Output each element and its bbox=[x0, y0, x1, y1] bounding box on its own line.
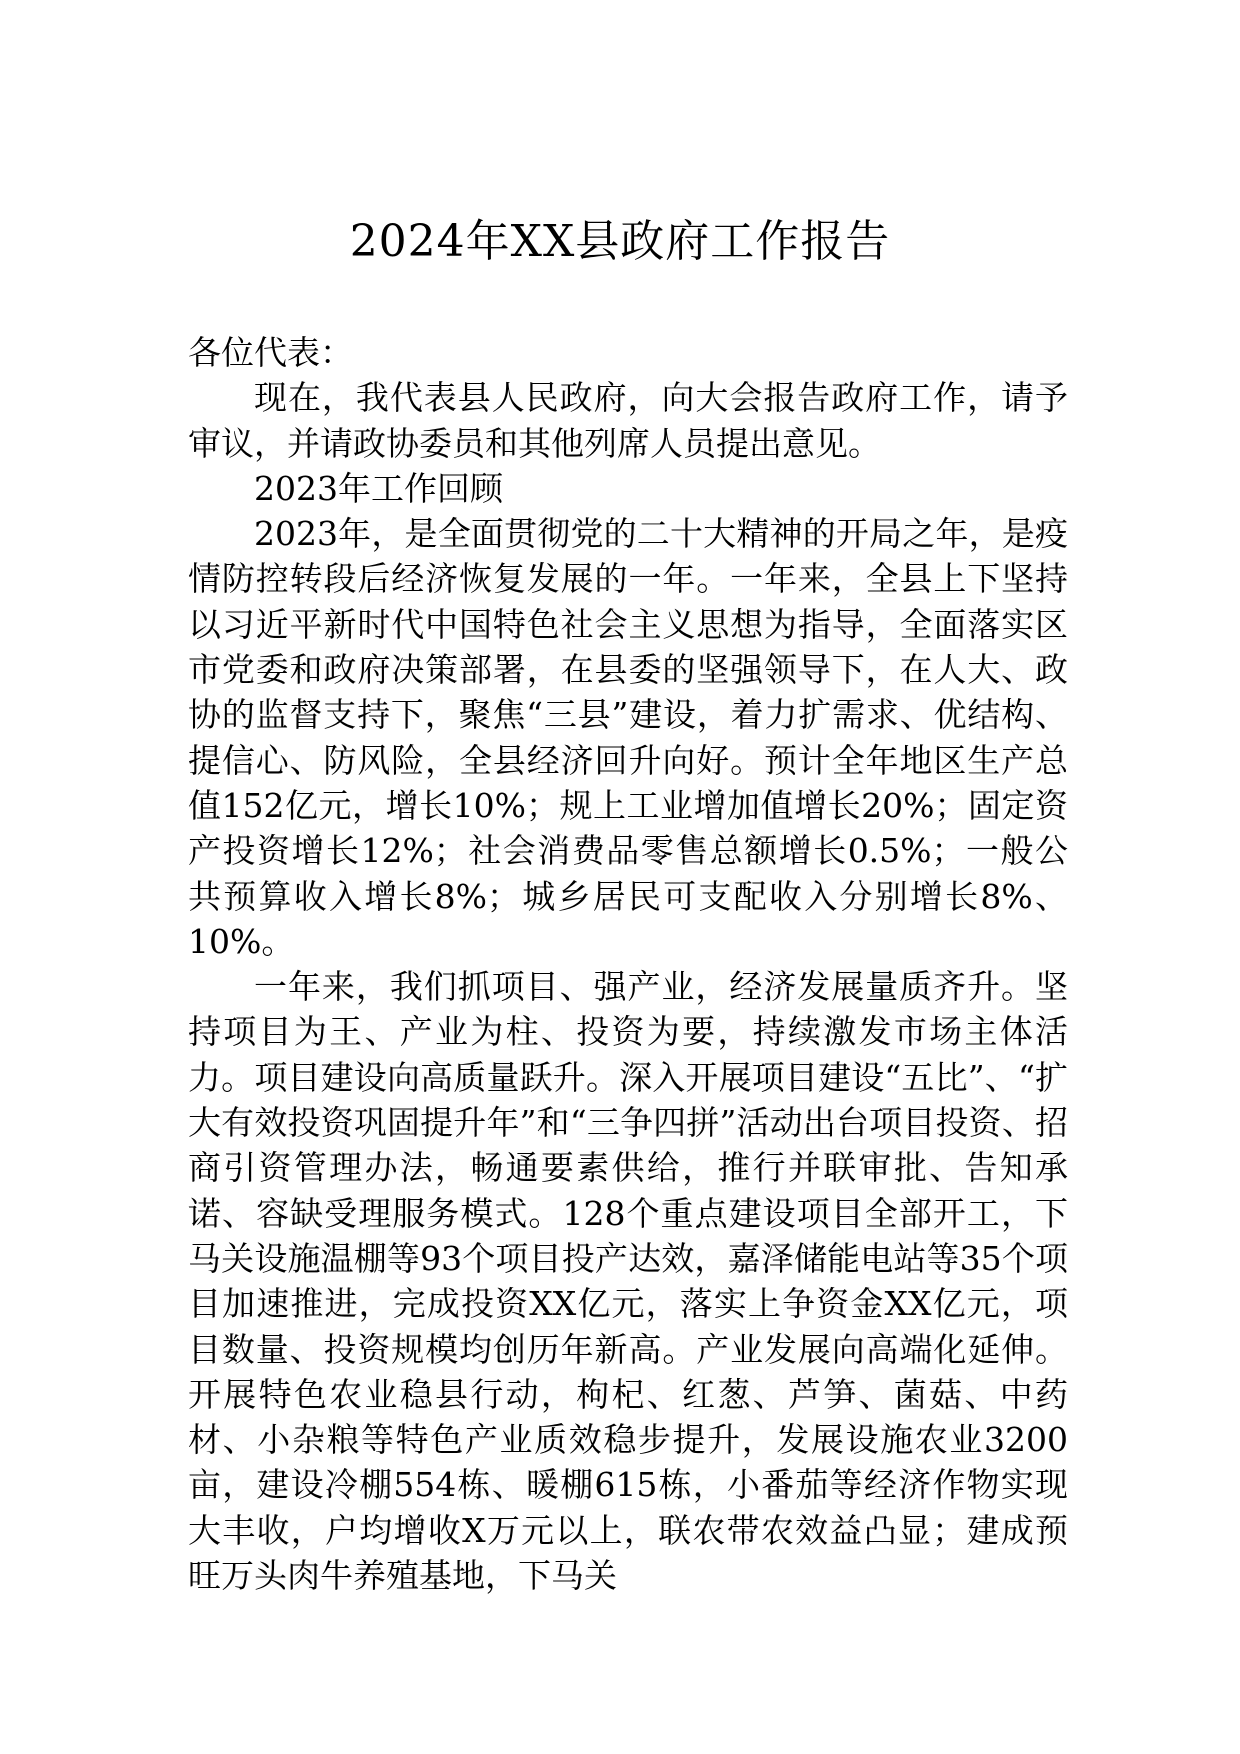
salutation: 各位代表： bbox=[188, 333, 353, 372]
document-title: 2024年XX县政府工作报告 bbox=[349, 216, 891, 267]
paragraph-projects: 一年来，我们抓项目、强产业，经济发展量质齐升。坚持项目为王、产业为柱、投资为要，持续激发市场主体活力。项目建设向高质量跃升。深入开展项目建设“五比”、“扩大有效投资巩固提升年”和“三争四拼”活动出台项目投资、招商引资管理办法，畅通要素供给，推行并联审批、告知承诺、容缺受理服务模式。128个重点建设项目全部开工，下马关设施温棚等93个项目投产达效，嘉泽储能电站等35个项目加速推进，完成投资XX亿元，落实上争资金XX亿元，项目数量、投资规模均创历年新高。产业发展向高端化延伸。开展特色农业稳县行动，枸杞、红葱、芦笋、菌菇、中药材、小杂粮等特色产业质效稳步提升，发展设施农业3200亩，建设冷棚554栋、暖棚615栋，小番茄等经济作物实现大丰收，户均增收X万元以上，联农带农效益凸显；建成预旺万头肉牛养殖基地，下马关 bbox=[188, 967, 1068, 1596]
paragraph-review: 2023年，是全面贯彻党的二十大精神的开局之年，是疫情防控转段后经济恢复发展的一年。一年来，全县上下坚持以习近平新时代中国特色社会主义思想为指导，全面落实区市党委和政府决策部署，在县委的坚强领导下，在人大、政协的监督支持下，聚焦“三县”建设，着力扩需求、优结构、提信心、防风险，全县经济回升向好。预计全年地区生产总值152亿元，增长10%；规上工业增加值增长20%；固定资产投资增长12%；社会消费品零售总额增长0.5%；一般公共预算收入增长8%；城乡居民可支配收入分别增长8%、10%。 bbox=[188, 514, 1068, 961]
document-body bbox=[188, 330, 1068, 1598]
paragraph-intro: 现在，我代表县人民政府，向大会报告政府工作，请予审议，并请政协委员和其他列席人员提出意见。 bbox=[188, 378, 1068, 463]
section-heading: 2023年工作回顾 bbox=[254, 468, 503, 508]
